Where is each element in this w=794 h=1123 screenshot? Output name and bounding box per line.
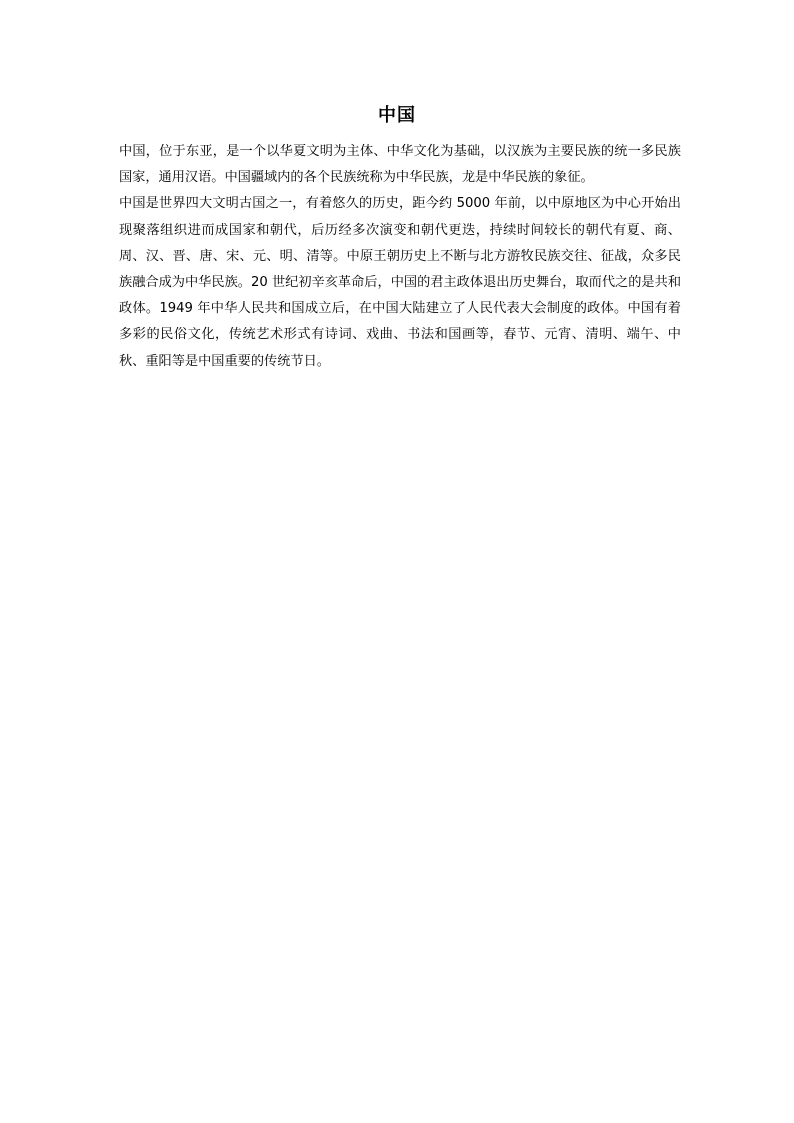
document-body <box>119 139 681 375</box>
paragraph-history: 中国是世界四大文明古国之一，有着悠久的历史，距今约 5000 年前，以中原地区为中心开始出现聚落组织进而成国家和朝代，后历经多次演变和朝代更迭，持续时间较长的朝代有夏、商、周、汉、晋、唐、宋、元、明、清等。中原王朝历史上不断与北方游牧民族交往、征战，众多民族融合成为中华民族。20 世纪初辛亥革命后，中国的君主政体退出历史舞台，取而代之的是共和政体。1949 年中华人民共和国成立后，在中国大陆建立了人民代表大会制度的政体。中国有着多彩的民俗文化，传统艺术形式有诗词、戏曲、书法和国画等，春节、元宵、清明、端午、中秋、重阳等是中国重要的传统节日。 <box>119 196 681 369</box>
document-title: 中国 <box>378 105 416 126</box>
paragraph-intro: 中国，位于东亚，是一个以华夏文明为主体、中华文化为基础，以汉族为主要民族的统一多民族国家，通用汉语。中国疆域内的各个民族统称为中华民族，龙是中华民族的象征。 <box>119 144 681 186</box>
